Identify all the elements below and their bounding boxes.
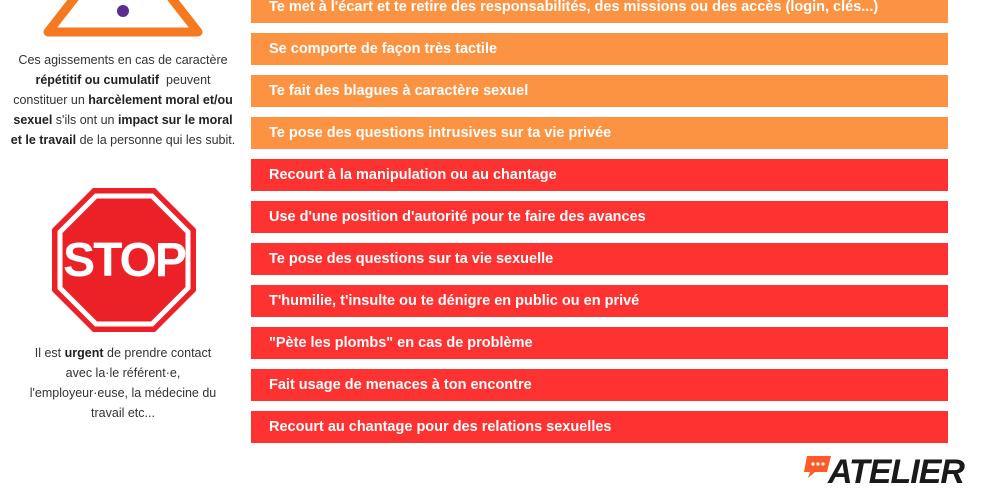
urgent-line-1-rest: de prendre contact (103, 346, 212, 360)
warning-line-5 (4, 130, 242, 150)
urgent-line-1-pre: Il est (34, 346, 65, 360)
behavior-row-moderate: Te met à l'écart et te retire des responsabilités, des missions ou des accès (login, clés...) (251, 0, 948, 23)
warning-line-3-pre: constituer un (13, 93, 89, 107)
urgent-line-2: avec la·le référent·e, (65, 366, 181, 380)
urgent-line-3: l'employeur·euse, la médecine du (29, 386, 217, 400)
behavior-row-severe: "Pète les plombs" en cas de problème (251, 327, 948, 359)
urgent-explanation (6, 343, 240, 423)
impact-emphasis: impact sur le moral (117, 113, 233, 127)
work-emphasis: et le travail (10, 133, 77, 147)
warning-triangle-icon (50, 0, 196, 38)
behavior-list (251, 0, 948, 453)
warning-line-2 (4, 70, 242, 90)
behavior-row-severe: Te pose des questions sur ta vie sexuelle (251, 243, 948, 275)
behavior-row-moderate: Te pose des questions intrusives sur ta vie privée (251, 117, 948, 149)
warning-explanation (4, 50, 242, 150)
harassment-emphasis: harcèlement moral et/ou (88, 93, 233, 107)
behavior-row-severe: Recourt à la manipulation ou au chantage (251, 159, 948, 191)
urgent-line-1 (6, 343, 240, 363)
atelier-logo (800, 452, 964, 491)
warning-line-3 (4, 90, 242, 110)
stop-sign-icon (50, 186, 198, 334)
warning-line-5-rest: de la personne qui les subit. (76, 133, 236, 147)
warning-line-4 (4, 110, 242, 130)
behavior-row-severe: Fait usage de menaces à ton encontre (251, 369, 948, 401)
sexual-emphasis: sexuel (13, 113, 53, 127)
logo-text: ATELIER (828, 453, 964, 491)
warning-line-1: Ces agissements en cas de caractère (18, 53, 228, 67)
repetitive-emphasis: répétitif ou cumulatif (35, 73, 160, 87)
behavior-row-severe: Use d'une position d'autorité pour te faire des avances (251, 201, 948, 233)
behavior-row-severe: T'humilie, t'insulte ou te dénigre en public ou en privé (251, 285, 948, 317)
warning-line-4-mid: s'ils ont un (52, 113, 118, 127)
behavior-row-moderate: Se comporte de façon très tactile (251, 33, 948, 65)
warning-line-2-rest: peuvent (159, 73, 211, 87)
urgent-line-4: travail etc... (91, 406, 155, 420)
behavior-row-moderate: Te fait des blagues à caractère sexuel (251, 75, 948, 107)
behavior-row-severe: Recourt au chantage pour des relations sexuelles (251, 411, 948, 443)
stop-label: STOP (63, 234, 185, 287)
urgent-emphasis: urgent (64, 346, 104, 360)
